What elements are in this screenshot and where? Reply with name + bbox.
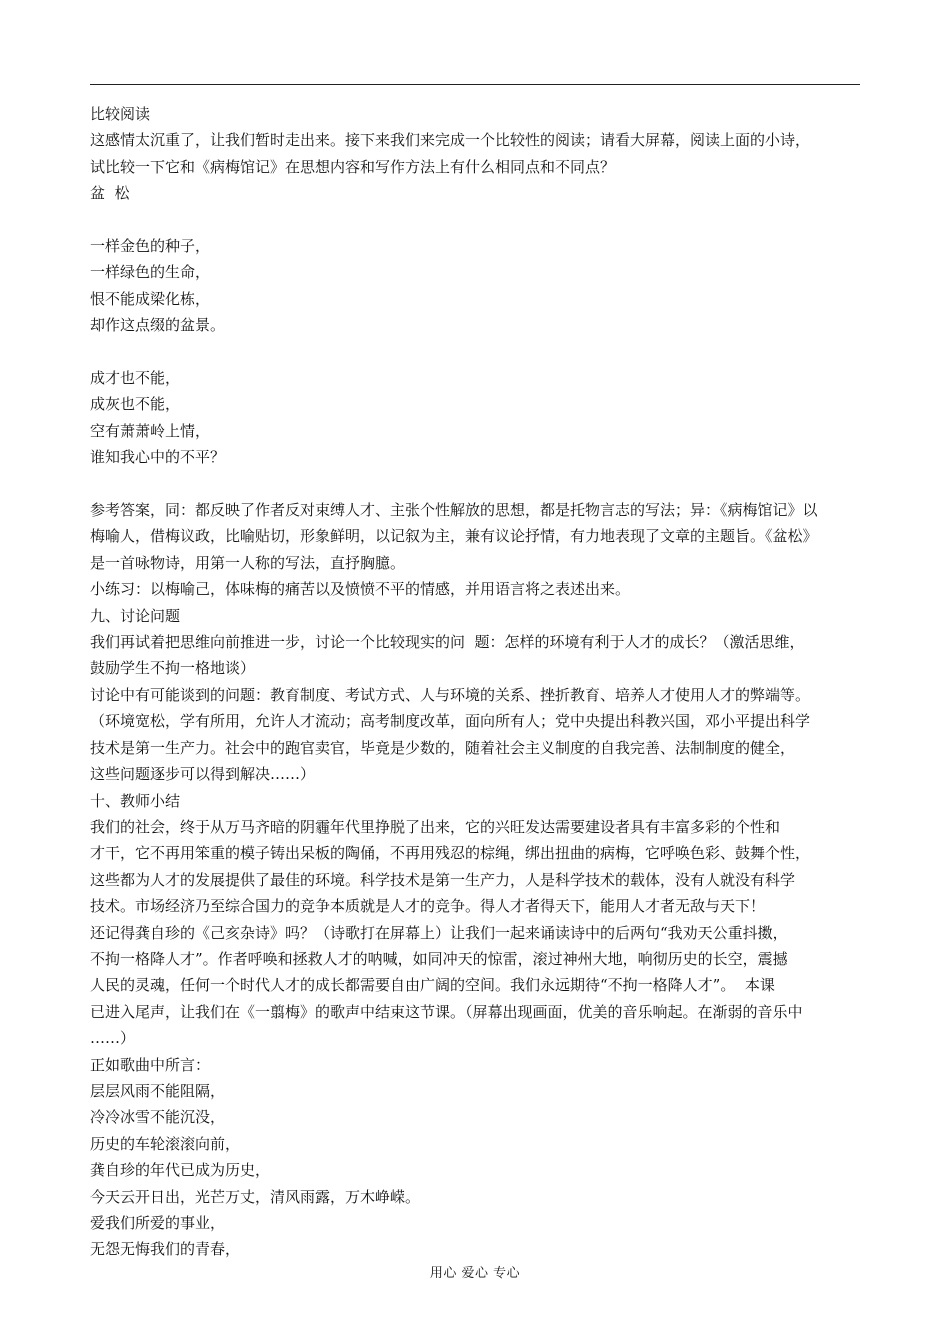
text-line: 技术。市场经济乃至综合国力的竞争本质就是人才的竞争。得人才者得天下，能用人才者无敌与天下！ bbox=[90, 897, 766, 916]
text-line: 恨不能成梁化栋， bbox=[90, 289, 211, 308]
text-line: 比较阅读 bbox=[90, 105, 151, 123]
text-line: 历史的车轮滚滚向前， bbox=[90, 1134, 241, 1153]
text-line: 这些都为人才的发展提供了最佳的环境。科学技术是第一生产力，人是科学技术的载体，没有人就没有科学 bbox=[90, 870, 796, 889]
text-line: 冷冷冰雪不能沉没， bbox=[90, 1108, 226, 1127]
text-line: 一样绿色的生命， bbox=[90, 263, 211, 282]
text-line: 还记得龚自珍的《己亥杂诗》吗？（诗歌打在屏幕上）让我们一起来诵读诗中的后两句“我劝天公重抖擞， bbox=[90, 923, 788, 942]
text-line: 层层风雨不能阻隔， bbox=[90, 1081, 226, 1100]
text-line: 谁知我心中的不平？ bbox=[90, 448, 226, 467]
text-line: 成才也不能， bbox=[90, 369, 181, 388]
text-line: 我们再试着把思维向前推进一步，讨论一个比较现实的问 题：怎样的环境有利于人才的成长？（激活思维， bbox=[90, 633, 805, 652]
text-line: 才干，它不再用笨重的模子铸出呆板的陶俑，不再用残忍的棕绳，绑出扭曲的病梅，它呼唤色彩、鼓舞个性， bbox=[90, 844, 811, 863]
text-line: 梅喻人，借梅议政，比喻贴切，形象鲜明，以记叙为主，兼有议论抒情，有力地表现了文章的主题旨。《盆松》 bbox=[90, 527, 818, 546]
text-line: 正如歌曲中所言： bbox=[90, 1055, 211, 1074]
text-line: ……） bbox=[90, 1029, 136, 1048]
text-line: 却作这点缀的盆景。 bbox=[90, 316, 226, 335]
text-line: 一样金色的种子， bbox=[90, 237, 211, 256]
text-line: 参考答案，同：都反映了作者反对束缚人才、主张个性解放的思想，都是托物言志的写法；异：《病梅馆记》以 bbox=[90, 501, 818, 520]
text-line: 鼓励学生不拘一格地谈） bbox=[90, 659, 256, 678]
text-line: 试比较一下它和《病梅馆记》在思想内容和写作方法上有什么相同点和不同点？ bbox=[90, 157, 616, 176]
text-line: 技术是第一生产力。社会中的跑官卖官，毕竟是少数的，随着社会主义制度的自我完善、法制制度的健全， bbox=[90, 738, 796, 757]
blank-line bbox=[90, 339, 865, 365]
header-rule bbox=[90, 84, 860, 85]
text-line: 不拘一格降人才”。作者呼唤和拯救人才的呐喊，如同冲天的惊雷，滚过神州大地，响彻历史的长空，震撼 bbox=[90, 949, 788, 968]
text-line: 已进入尾声，让我们在《一翦梅》的歌声中结束这节课。（屏幕出现画面，优美的音乐响起。在渐弱的音乐中 bbox=[90, 1002, 803, 1021]
text-line: 我们的社会，终于从万马齐暗的阴霾年代里挣脱了出来，它的兴旺发达需要建设者具有丰富多彩的个性和 bbox=[90, 817, 781, 836]
text-line: 小练习：以梅喻己，体味梅的痛苦以及愤愤不平的情感，并用语言将之表述出来。 bbox=[90, 580, 631, 599]
blank-line bbox=[90, 471, 865, 497]
text-line: 十、教师小结 bbox=[90, 791, 181, 810]
text-line: 爱我们所爱的事业， bbox=[90, 1214, 226, 1233]
text-line: 空有萧萧岭上情， bbox=[90, 421, 211, 440]
text-line: 人民的灵魂，任何一个时代人才的成长都需要自由广阔的空间。我们永远期待“不拘一格降人才”。 本课 bbox=[90, 976, 775, 995]
text-line: 九、讨论问题 bbox=[90, 606, 181, 625]
text-line: 是一首咏物诗，用第一人称的写法，直抒胸臆。 bbox=[90, 553, 406, 572]
text-line: 今天云开日出，光芒万丈，清风雨露，万木峥嵘。 bbox=[90, 1187, 421, 1206]
text-line: 讨论中有可能谈到的问题：教育制度、考试方式、人与环境的关系、挫折教育、培养人才使用人才的弊端等。 bbox=[90, 685, 811, 704]
text-line: （环境宽松，学有所用，允许人才流动；高考制度改革，面向所有人；党中央提出科教兴国，邓小平提出科学 bbox=[90, 712, 811, 731]
text-line: 这感情太沉重了，让我们暂时走出来。接下来我们来完成一个比较性的阅读；请看大屏幕，阅读上面的小诗， bbox=[90, 131, 811, 150]
page-footer: 用心 爱心 专心 bbox=[429, 1266, 521, 1281]
document-body bbox=[90, 101, 865, 1263]
text-line: 成灰也不能， bbox=[90, 395, 181, 414]
text-line: 这些问题逐步可以得到解决……） bbox=[90, 765, 316, 784]
text-line: 无怨无悔我们的青春， bbox=[90, 1240, 241, 1259]
text-line: 龚自珍的年代已成为历史， bbox=[90, 1161, 271, 1180]
blank-line bbox=[90, 207, 865, 233]
text-line: 盆 松 bbox=[90, 184, 130, 203]
